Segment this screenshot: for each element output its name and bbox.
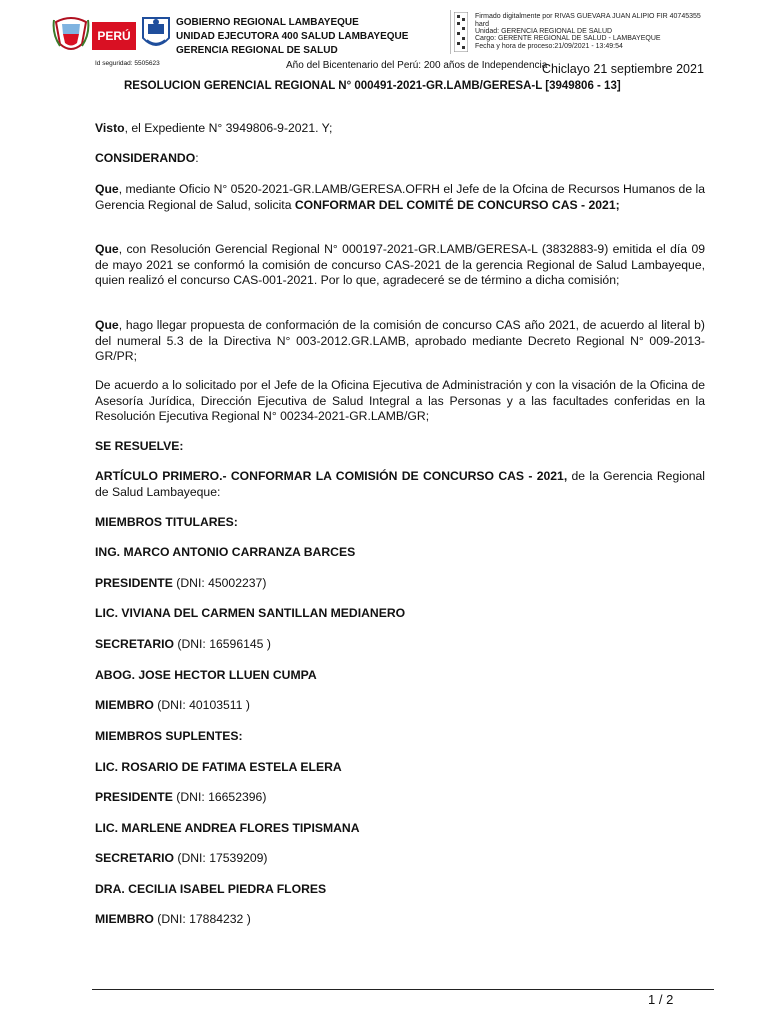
member-name: ABOG. JOSE HECTOR LLUEN CUMPA [95,668,317,682]
peru-coat-of-arms-icon [52,14,90,54]
considerando-heading: CONSIDERANDO: [95,151,199,165]
document-date: Chiclayo 21 septiembre 2021 [542,62,704,76]
visto-paragraph: Visto, el Expediente N° 3949806-9-2021. Y; [95,121,333,135]
region-lambayeque-emblem-icon [141,14,171,52]
considerando-paragraph-4: De acuerdo a lo solicitado por el Jefe de la Oficina Ejecutiva de Administración y con la visación de la Oficina de Asesoría Jurídica, Dirección Ejecutiva de Salud Integral a las Personas y a las facultades conferidas en la Resolución Ejecutiva Regional N° 00234-2021-GR.LAMB/GR; [95,378,705,423]
signature-type: hard [475,21,490,28]
considerando-paragraph-3: Que, hago llegar propuesta de conformación de la comisión de concurso CAS año 2021, de acuerdo al literal b) del numeral 5.3 de la Directiva N° 003-2012.GR.LAMB, aprobado mediante Decreto Regional N° 009-2013-GR/PR; [95,318,705,363]
member-role: SECRETARIO (DNI: 16596145 ) [95,637,271,651]
signature-position: Cargo: GERENTE REGIONAL DE SALUD - LAMBAYEQUE [475,35,661,42]
org-name: GOBIERNO REGIONAL LAMBAYEQUE [176,17,359,28]
titulares-heading: MIEMBROS TITULARES: [95,515,238,529]
peru-logo: PERÚ [92,22,136,50]
year-motto: Año del Bicentenario del Perú: 200 años de Independencia [286,60,548,71]
footer-divider [92,989,714,990]
security-id: Id seguridad: 5505623 [95,60,160,67]
page-number: 1 / 2 [648,992,674,1007]
member-role: SECRETARIO (DNI: 17539209) [95,851,268,865]
member-role: PRESIDENTE (DNI: 16652396) [95,790,267,804]
signature-signer: Firmado digitalmente por RIVAS GUEVARA JUAN ALIPIO FIR 40745355 [475,13,701,20]
visto-label: Visto [95,121,125,135]
considerando-paragraph-1: Que, mediante Oficio N° 0520-2021-GR.LAMB/GERESA.OFRH el Jefe de la Ofcina de Recursos Humanos de la Gerencia Regional de Salud, solicita CONFORMAR DEL COMITÉ DE CONCURSO CAS - 2021; [95,182,705,212]
org-department: GERENCIA REGIONAL DE SALUD [176,45,338,56]
signature-unit: Unidad: GERENCIA REGIONAL DE SALUD [475,28,613,35]
member-role: PRESIDENTE (DNI: 45002237) [95,576,267,590]
se-resuelve-heading: SE RESUELVE: [95,439,184,453]
articulo-primero: ARTÍCULO PRIMERO.- CONFORMAR LA COMISIÓN DE CONCURSO CAS - 2021, de la Gerencia Regional de Salud Lambayeque: [95,469,705,499]
member-name: ING. MARCO ANTONIO CARRANZA BARCES [95,545,356,559]
member-name: DRA. CECILIA ISABEL PIEDRA FLORES [95,882,327,896]
org-unit: UNIDAD EJECUTORA 400 SALUD LAMBAYEQUE [176,31,409,42]
member-role: MIEMBRO (DNI: 40103511 ) [95,698,250,712]
suplentes-heading: MIEMBROS SUPLENTES: [95,729,243,743]
member-name: LIC. VIVIANA DEL CARMEN SANTILLAN MEDIANERO [95,606,406,620]
member-name: LIC. ROSARIO DE FATIMA ESTELA ELERA [95,760,342,774]
resolution-title: RESOLUCION GERENCIAL REGIONAL N° 000491-2021-GR.LAMB/GERESA-L [3949806 - 13] [124,80,621,92]
member-role: MIEMBRO (DNI: 17884232 ) [95,912,251,926]
signature-datetime: Fecha y hora de proceso:21/09/2021 - 13:49:54 [475,43,623,50]
considerando-paragraph-2: Que, con Resolución Gerencial Regional N° 000197-2021-GR.LAMB/GERESA-L (3832883-9) emitida el día 09 de mayo 2021 se conformó la comisión de concurso CAS-2021 de la gerencia Regional de Salud Lambayeque, quien realizó el concurso CAS-001-2021. Por lo que, agradeceré se de término a dicha comisión; [95,242,705,287]
qr-code-icon [454,12,468,52]
member-name: LIC. MARLENE ANDREA FLORES TIPISMANA [95,821,360,835]
